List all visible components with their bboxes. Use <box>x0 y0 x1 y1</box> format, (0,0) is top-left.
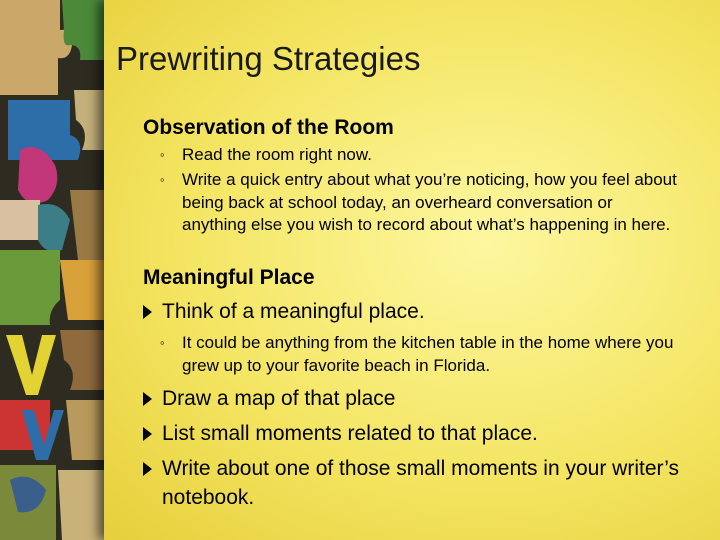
sub-item-text: Read the room right now. <box>182 145 372 164</box>
sub-bullet-icon: ◦ <box>160 147 165 162</box>
bullet-text: Think of a meaningful place. <box>162 300 425 323</box>
sub-item-text: It could be anything from the kitchen table in the home where you grew up to your favorite beach in Florida. <box>182 333 674 375</box>
bullet-text: Write about one of those small moments in your writer’s notebook. <box>162 457 680 509</box>
sub-item <box>160 144 680 167</box>
bullet-item <box>143 297 683 326</box>
bullet-text: List small moments related to that place. <box>162 422 538 445</box>
sub-item <box>160 332 680 377</box>
sub-bullet-icon: ◦ <box>160 335 165 350</box>
sub-item-text: Write a quick entry about what you’re noticing, how you feel about being back at school today, an overheard conversation or anything else you wish to record about what’s happening in here. <box>182 170 677 234</box>
arrow-bullet-icon <box>143 384 152 414</box>
bullet-item <box>143 384 683 413</box>
sub-item <box>160 169 680 237</box>
page-title: Prewriting Strategies <box>116 40 421 77</box>
bullet-item <box>143 419 683 448</box>
section-heading-observation: Observation of the Room <box>143 116 394 139</box>
bullet-text: Draw a map of that place <box>162 387 396 410</box>
puzzle-collage-icon <box>0 0 112 540</box>
arrow-bullet-icon <box>143 454 152 484</box>
bullet-item <box>143 454 683 512</box>
section-heading-meaningful-place: Meaningful Place <box>143 266 315 289</box>
sub-bullet-icon: ◦ <box>160 172 165 187</box>
arrow-bullet-icon <box>143 297 152 327</box>
arrow-bullet-icon <box>143 419 152 449</box>
puzzle-pieces-image <box>0 0 112 540</box>
